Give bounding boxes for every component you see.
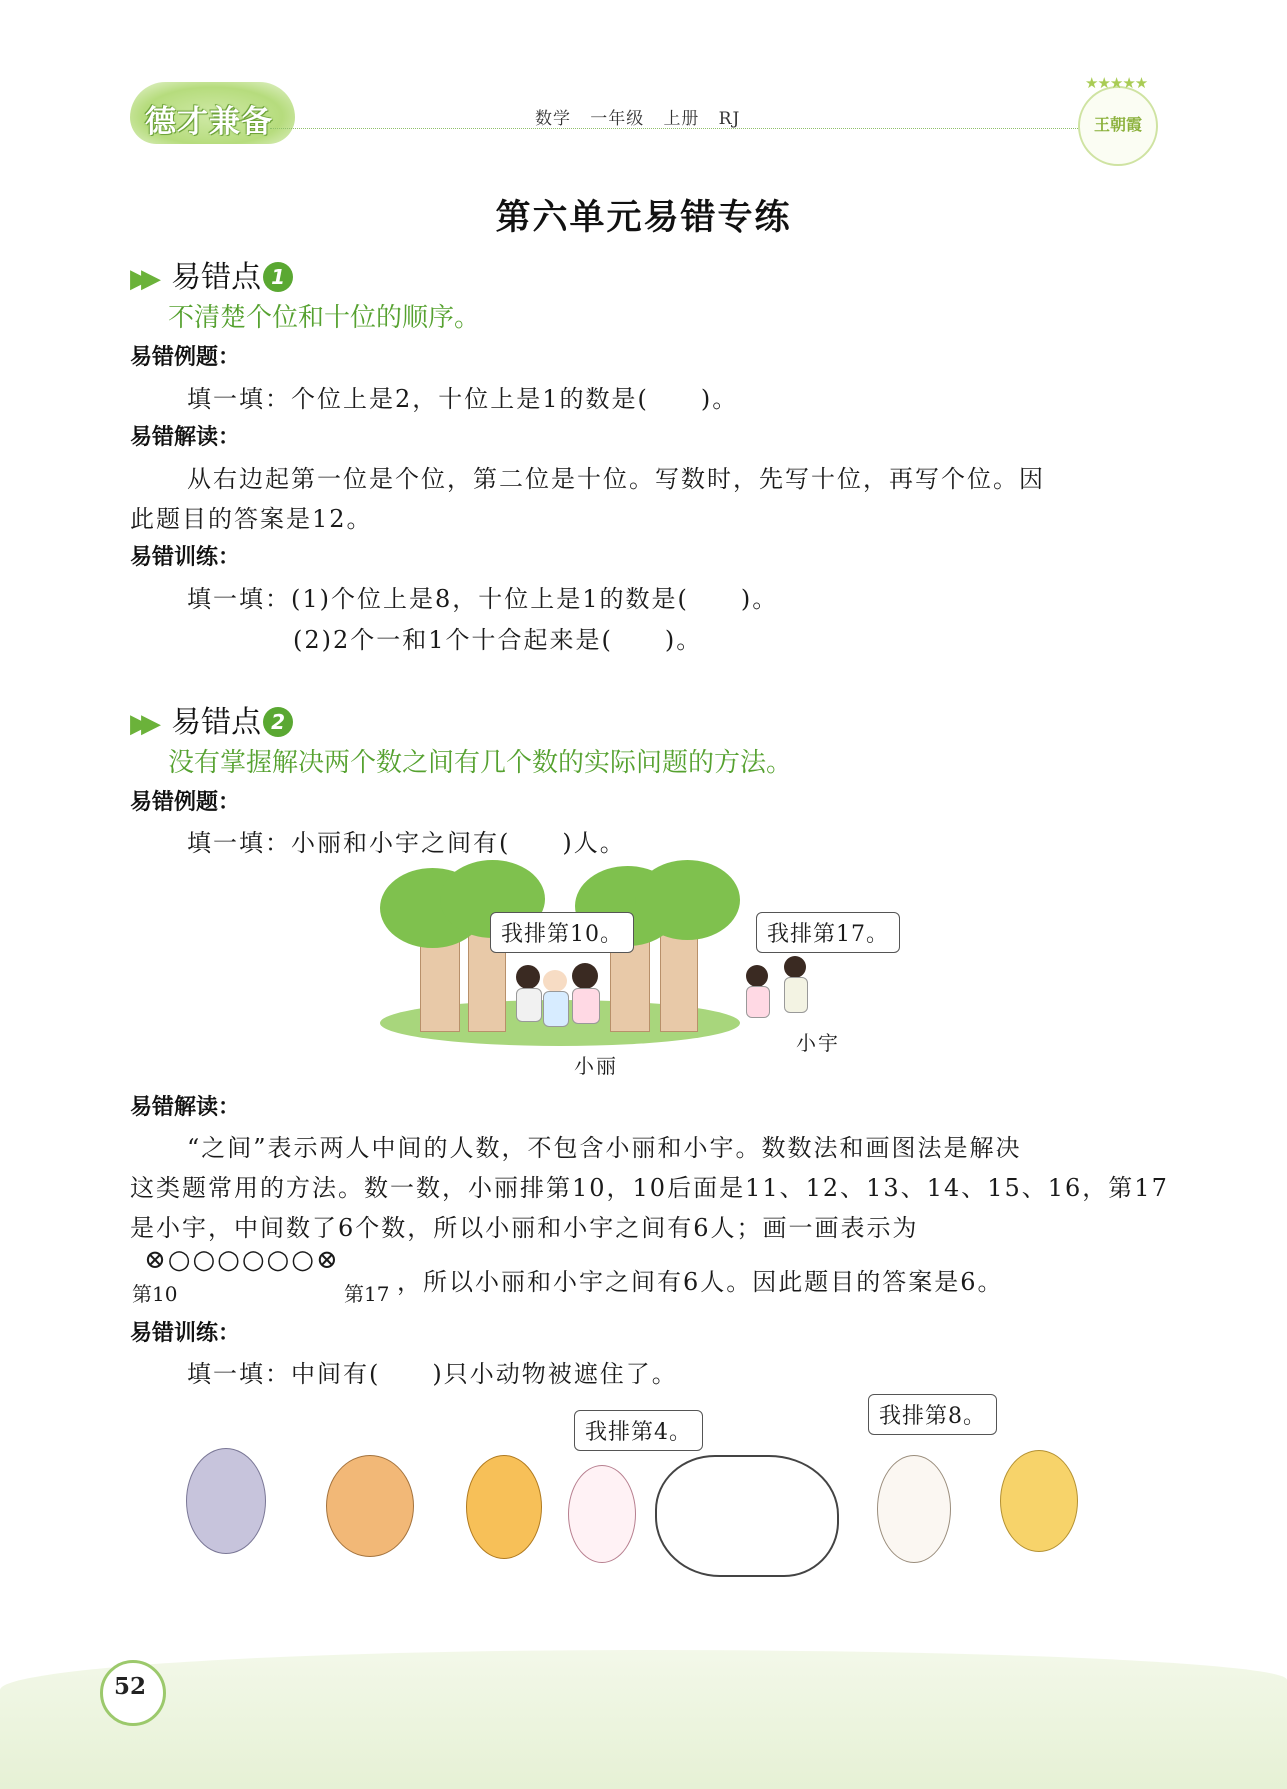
- brand-logo-text: 德才兼备: [145, 104, 273, 140]
- header-meta: [535, 104, 740, 129]
- hidden-animals-cloud-icon: [655, 1455, 839, 1577]
- tiger-icon: [466, 1455, 542, 1559]
- speech-bubble-xiaoli: 我排第10。: [490, 912, 634, 953]
- xiaoli-body-icon: [543, 991, 569, 1027]
- monkey-icon: [1000, 1450, 1078, 1552]
- point-1-training-2: (2)2个一和1个十合起来是( )。: [293, 626, 703, 654]
- point-2-analysis-line-3: 是小宇，中间数了6个数，所以小丽和小宇之间有6人；画一画表示为: [130, 1214, 919, 1242]
- speech-bubble-xiaoyu: 我排第17。: [756, 912, 900, 953]
- circle-diagram: ⊗○○○○○○⊗: [144, 1245, 340, 1275]
- point-2-example-label: 易错例题：: [130, 790, 241, 815]
- header-volume: 上册: [663, 109, 700, 129]
- point-2-example: 填一填：小丽和小宇之间有( )人。: [187, 829, 626, 857]
- header-subject: 数学: [535, 109, 571, 129]
- point-1-analysis-line-2: 此题目的答案是12。: [130, 505, 373, 533]
- point-2-training-1: 填一填：中间有( )只小动物被遮住了。: [187, 1360, 678, 1388]
- page-title: 第六单元易错专练: [495, 198, 792, 238]
- double-arrow-icon: ▶▶: [130, 264, 152, 294]
- point-2-heading-text: 易错点: [171, 705, 262, 740]
- kid-body-icon: [746, 986, 770, 1018]
- ox-icon: [326, 1455, 414, 1557]
- point-2-heading: [130, 697, 293, 741]
- point-2-analysis-line-2: 这类题常用的方法。数一数，小丽排第10，10后面是11、12、13、14、15、16，第17: [130, 1174, 1169, 1202]
- xiaoli-icon: [543, 970, 567, 992]
- mouse-icon: [186, 1448, 266, 1554]
- diagram-conclusion: ，所以小丽和小宇之间有6人。因此题目的答案是6。: [397, 1268, 1004, 1296]
- point-1-heading-text: 易错点: [171, 260, 262, 295]
- kid-icon: [746, 965, 768, 987]
- page-footer-band: [0, 1650, 1287, 1789]
- point-1-training-label: 易错训练：: [130, 545, 241, 570]
- rabbit-icon: [568, 1465, 636, 1563]
- speech-bubble-goat: 我排第8。: [868, 1394, 997, 1435]
- goat-icon: [877, 1455, 951, 1563]
- diagram-end-label: 第17: [344, 1282, 390, 1306]
- point-2-number-badge: 2: [263, 707, 293, 737]
- point-2-analysis-label: 易错解读：: [130, 1095, 241, 1120]
- point-1-example-label: 易错例题：: [130, 345, 241, 370]
- seal-text: 王朝霞: [1094, 115, 1143, 134]
- point-1-heading: [130, 252, 293, 296]
- caption-xiaoli: 小丽: [574, 1054, 618, 1078]
- point-2-training-label: 易错训练：: [130, 1321, 241, 1346]
- point-1-training-1: 填一填：(1)个位上是8，十位上是1的数是( )。: [187, 585, 779, 613]
- point-2-analysis-line-1: “之间”表示两人中间的人数，不包含小丽和小宇。数数法和画图法是解决: [187, 1134, 1022, 1162]
- diagram-start-label: 第10: [132, 1282, 178, 1306]
- double-arrow-icon: ▶▶: [130, 709, 152, 739]
- kid-body-icon: [516, 988, 542, 1022]
- queue-scene-illustration: [380, 860, 740, 1050]
- seal-stars-icon: ★★★★★: [1085, 74, 1148, 92]
- speech-bubble-rabbit: 我排第4。: [574, 1410, 703, 1451]
- header-edition: RJ: [718, 109, 741, 129]
- xiaoyu-body-icon: [784, 977, 808, 1013]
- point-1-example: 填一填：个位上是2，十位上是1的数是( )。: [187, 385, 739, 413]
- page-number: 52: [113, 1673, 146, 1700]
- xiaoyu-icon: [784, 956, 806, 978]
- kid-body-icon: [572, 988, 600, 1024]
- kid-icon: [516, 965, 540, 989]
- header-grade: 一年级: [590, 109, 645, 129]
- point-1-analysis-label: 易错解读：: [130, 425, 241, 450]
- point-1-summary: 不清楚个位和十位的顺序。: [168, 303, 481, 333]
- tree-crown-icon: [635, 860, 740, 940]
- point-2-summary: 没有掌握解决两个数之间有几个数的实际问题的方法。: [168, 748, 793, 778]
- caption-xiaoyu: 小宇: [796, 1031, 840, 1055]
- point-1-number-badge: 1: [263, 262, 293, 292]
- point-1-analysis-line-1: 从右边起第一位是个位，第二位是十位。写数时，先写十位，再写个位。因: [187, 465, 1045, 493]
- kid-icon: [572, 963, 598, 989]
